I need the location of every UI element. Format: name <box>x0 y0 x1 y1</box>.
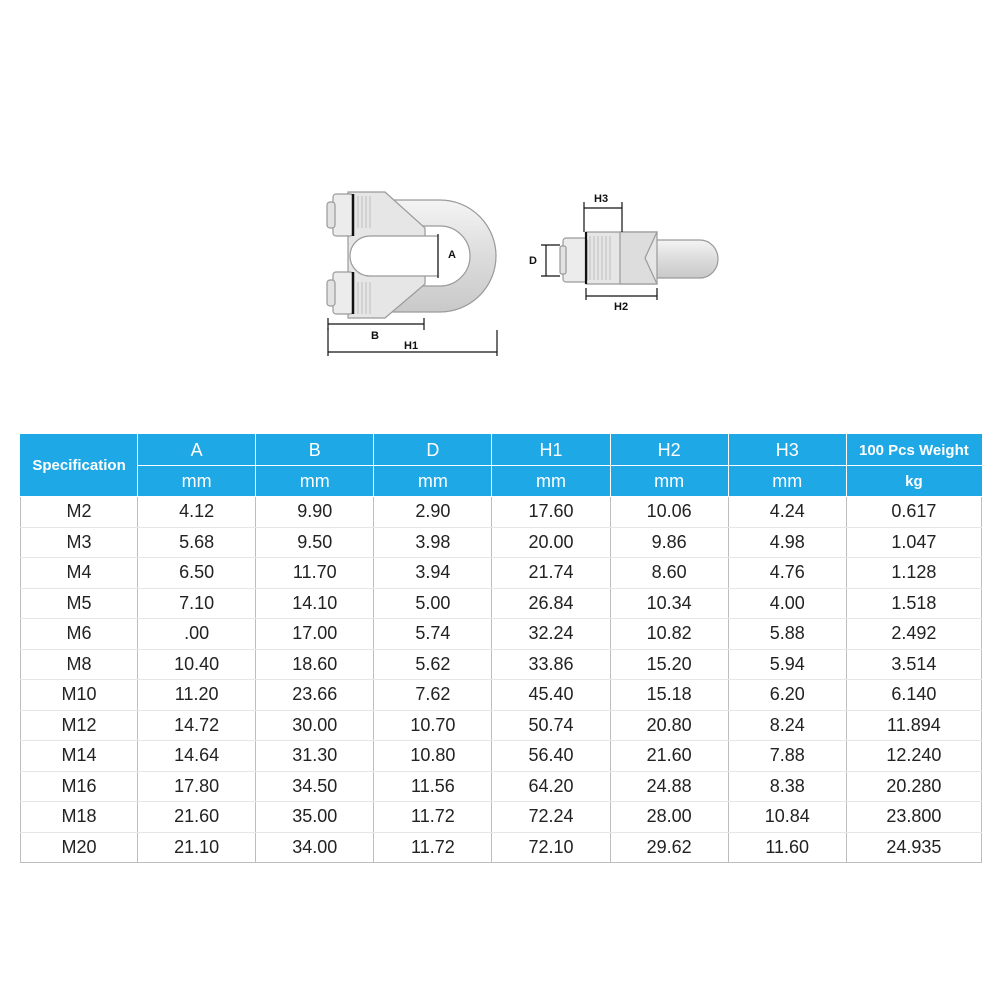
dim-label-b: B <box>371 330 379 342</box>
cell-h2: 15.18 <box>610 680 728 711</box>
cell-a: 17.80 <box>138 771 256 802</box>
dim-label-a: A <box>448 249 456 261</box>
cell-d: 10.80 <box>374 741 492 772</box>
cell-h3: 5.88 <box>728 619 846 650</box>
cell-b: 11.70 <box>256 558 374 589</box>
table-row <box>21 497 982 528</box>
cell-h2: 24.88 <box>610 771 728 802</box>
cell-h2: 29.62 <box>610 832 728 863</box>
cell-d: 3.98 <box>374 527 492 558</box>
dim-label-h2: H2 <box>614 301 629 313</box>
unit-b: mm <box>256 466 374 497</box>
cell-h1: 56.40 <box>492 741 610 772</box>
table-row <box>21 527 982 558</box>
cell-weight: 12.240 <box>846 741 981 772</box>
cell-h3: 6.20 <box>728 680 846 711</box>
unit-h1: mm <box>492 466 610 497</box>
technical-drawing <box>300 170 740 370</box>
cell-spec: M2 <box>21 497 138 528</box>
cell-h1: 72.24 <box>492 802 610 833</box>
cell-h1: 26.84 <box>492 588 610 619</box>
cell-b: 9.50 <box>256 527 374 558</box>
cell-h2: 20.80 <box>610 710 728 741</box>
cell-a: 21.10 <box>138 832 256 863</box>
specification-table <box>20 434 982 863</box>
cell-a: 10.40 <box>138 649 256 680</box>
header-specification: Specification <box>21 435 138 497</box>
cell-h3: 4.76 <box>728 558 846 589</box>
header-d: D <box>374 435 492 466</box>
cell-d: 5.74 <box>374 619 492 650</box>
cell-d: 2.90 <box>374 497 492 528</box>
cell-d: 11.56 <box>374 771 492 802</box>
cell-d: 11.72 <box>374 802 492 833</box>
table-row <box>21 771 982 802</box>
cell-h1: 21.74 <box>492 558 610 589</box>
cell-a: 5.68 <box>138 527 256 558</box>
cell-h1: 17.60 <box>492 497 610 528</box>
cell-h1: 45.40 <box>492 680 610 711</box>
cell-b: 17.00 <box>256 619 374 650</box>
cell-spec: M6 <box>21 619 138 650</box>
cell-spec: M8 <box>21 649 138 680</box>
cell-a: 14.64 <box>138 741 256 772</box>
unit-h3: mm <box>728 466 846 497</box>
cell-weight: 1.128 <box>846 558 981 589</box>
cell-d: 7.62 <box>374 680 492 711</box>
cell-h2: 10.06 <box>610 497 728 528</box>
cell-weight: 0.617 <box>846 497 981 528</box>
cell-spec: M20 <box>21 832 138 863</box>
cell-h1: 32.24 <box>492 619 610 650</box>
cell-b: 34.00 <box>256 832 374 863</box>
cell-weight: 24.935 <box>846 832 981 863</box>
unit-a: mm <box>138 466 256 497</box>
table-row <box>21 832 982 863</box>
header-unit-row <box>21 466 982 497</box>
table-row <box>21 741 982 772</box>
unit-d: mm <box>374 466 492 497</box>
header-b: B <box>256 435 374 466</box>
cell-b: 23.66 <box>256 680 374 711</box>
cell-h1: 72.10 <box>492 832 610 863</box>
dim-label-d: D <box>529 255 537 267</box>
cell-h3: 8.24 <box>728 710 846 741</box>
table-row <box>21 802 982 833</box>
cell-a: 4.12 <box>138 497 256 528</box>
cell-h3: 4.00 <box>728 588 846 619</box>
cell-a: 21.60 <box>138 802 256 833</box>
cell-b: 35.00 <box>256 802 374 833</box>
cell-a: .00 <box>138 619 256 650</box>
cell-h2: 8.60 <box>610 558 728 589</box>
cell-a: 6.50 <box>138 558 256 589</box>
cell-weight: 3.514 <box>846 649 981 680</box>
cell-h3: 4.98 <box>728 527 846 558</box>
table-header <box>21 435 982 497</box>
cell-b: 14.10 <box>256 588 374 619</box>
cell-h1: 33.86 <box>492 649 610 680</box>
unit-h2: mm <box>610 466 728 497</box>
cell-a: 7.10 <box>138 588 256 619</box>
cell-spec: M4 <box>21 558 138 589</box>
dim-label-h3: H3 <box>594 193 609 205</box>
cell-h2: 9.86 <box>610 527 728 558</box>
cell-h3: 10.84 <box>728 802 846 833</box>
cell-weight: 11.894 <box>846 710 981 741</box>
cell-weight: 1.518 <box>846 588 981 619</box>
cell-h1: 64.20 <box>492 771 610 802</box>
cell-a: 14.72 <box>138 710 256 741</box>
cell-weight: 23.800 <box>846 802 981 833</box>
cell-weight: 6.140 <box>846 680 981 711</box>
cell-h3: 11.60 <box>728 832 846 863</box>
cell-b: 34.50 <box>256 771 374 802</box>
cell-b: 18.60 <box>256 649 374 680</box>
cell-b: 9.90 <box>256 497 374 528</box>
cell-h2: 15.20 <box>610 649 728 680</box>
dim-label-h1: H1 <box>404 340 419 352</box>
header-name-row <box>21 435 982 466</box>
cell-h3: 7.88 <box>728 741 846 772</box>
cell-h2: 10.82 <box>610 619 728 650</box>
wire-rope-clip-drawing <box>300 170 740 370</box>
cell-weight: 1.047 <box>846 527 981 558</box>
cell-b: 30.00 <box>256 710 374 741</box>
table-body <box>21 497 982 863</box>
cell-h2: 10.34 <box>610 588 728 619</box>
cell-h3: 5.94 <box>728 649 846 680</box>
cell-spec: M18 <box>21 802 138 833</box>
cell-h3: 4.24 <box>728 497 846 528</box>
table-row <box>21 619 982 650</box>
cell-h1: 50.74 <box>492 710 610 741</box>
side-view <box>560 232 718 284</box>
table-row <box>21 558 982 589</box>
cell-weight: 2.492 <box>846 619 981 650</box>
unit-weight: kg <box>846 466 981 497</box>
cell-spec: M10 <box>21 680 138 711</box>
cell-d: 11.72 <box>374 832 492 863</box>
cell-a: 11.20 <box>138 680 256 711</box>
cell-h2: 21.60 <box>610 741 728 772</box>
cell-d: 5.00 <box>374 588 492 619</box>
header-h2: H2 <box>610 435 728 466</box>
cell-spec: M12 <box>21 710 138 741</box>
table-row <box>21 588 982 619</box>
cell-spec: M14 <box>21 741 138 772</box>
cell-d: 3.94 <box>374 558 492 589</box>
cell-d: 10.70 <box>374 710 492 741</box>
table-row <box>21 680 982 711</box>
table-row <box>21 710 982 741</box>
cell-h3: 8.38 <box>728 771 846 802</box>
cell-spec: M5 <box>21 588 138 619</box>
cell-spec: M3 <box>21 527 138 558</box>
cell-h2: 28.00 <box>610 802 728 833</box>
cell-d: 5.62 <box>374 649 492 680</box>
table-row <box>21 649 982 680</box>
cell-weight: 20.280 <box>846 771 981 802</box>
cell-b: 31.30 <box>256 741 374 772</box>
cell-h1: 20.00 <box>492 527 610 558</box>
header-weight: 100 Pcs Weight <box>846 435 981 466</box>
header-h3: H3 <box>728 435 846 466</box>
header-a: A <box>138 435 256 466</box>
cell-spec: M16 <box>21 771 138 802</box>
header-h1: H1 <box>492 435 610 466</box>
